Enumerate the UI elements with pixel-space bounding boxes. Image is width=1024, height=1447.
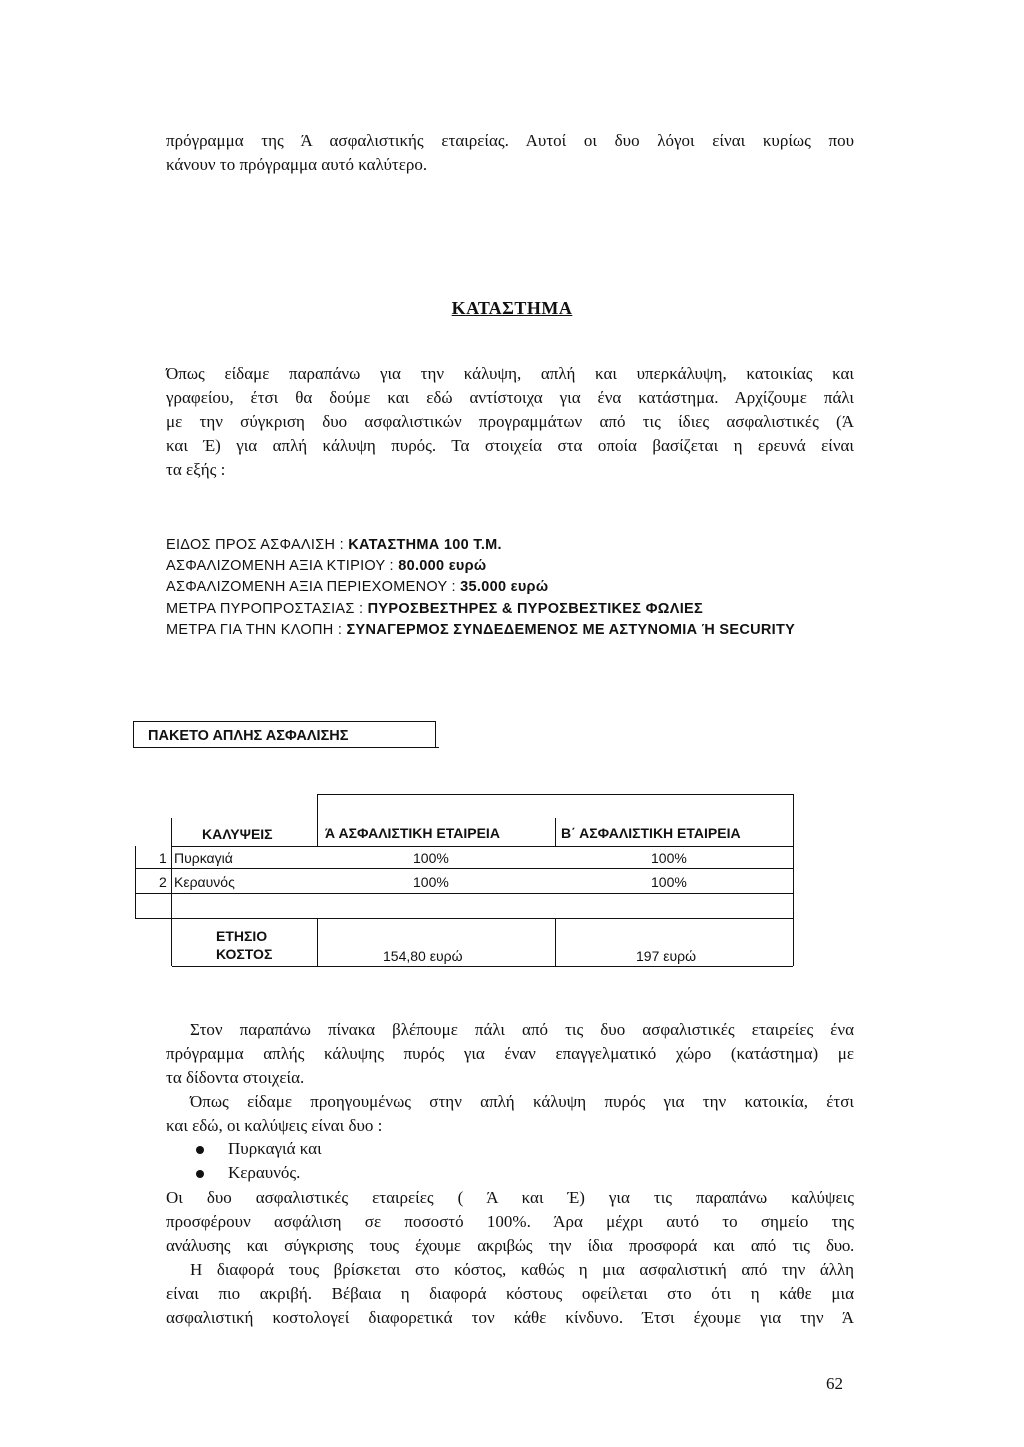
spec-value: 35.000 ευρώ: [460, 579, 549, 596]
bullet-icon: [196, 1146, 204, 1154]
page-number: 62: [826, 1374, 843, 1393]
table-row-number: 1: [159, 850, 167, 866]
spec-label: ΑΣΦΑΛΙΖΟΜΕΝΗ ΑΞΙΑ ΠΕΡΙΕΧΟΜΕΝΟΥ :: [166, 579, 461, 596]
paragraph-line: ασφαλιστική κοστολογεί διαφορετικά τον κάθε κίνδυνο. Έτσι έχουμε για την Ά: [166, 1308, 854, 1327]
table-rule: [135, 893, 793, 894]
table-rule: [555, 818, 556, 846]
paragraph-line: ανάλυσης και σύγκρισης τους έχουμε ακριβώς την ίδια προσφορά και από τις δυο.: [166, 1236, 854, 1255]
package-title: ΠΑΚΕΤΟ ΑΠΛΗΣ ΑΣΦΑΛΙΣΗΣ: [133, 721, 436, 748]
table-header-company-b: Β΄ ΑΣΦΑΛΙΣΤΙΚΗ ΕΤΑΙΡΕΙΑ: [561, 825, 741, 841]
bullet-icon: [196, 1170, 204, 1178]
table-row-number: 2: [159, 874, 167, 890]
spec-label: ΕΙΔΟΣ ΠΡΟΣ ΑΣΦΑΛΙΣΗ :: [166, 537, 349, 553]
table-cell-company-b: 100%: [651, 874, 687, 890]
paragraph-3: [166, 1186, 854, 1330]
table-cell-company-a: 100%: [413, 874, 449, 890]
paragraph-1: [166, 362, 854, 482]
table-rule: [172, 846, 793, 847]
spec-item: [166, 599, 886, 620]
paragraph-line: και εδώ, οι καλύψεις είναι δυο :: [166, 1116, 383, 1135]
table-rule: [172, 966, 793, 967]
spec-label: ΜΕΤΡΑ ΓΙΑ ΤΗΝ ΚΛΟΠΗ :: [166, 621, 347, 638]
paragraph-line: Οι δυο ασφαλιστικές εταιρείες ( Ά και Έ) για τις παραπάνω καλύψεις: [166, 1188, 854, 1207]
table-row-name: Κεραυνός: [174, 874, 235, 890]
spec-value: 80.000 ευρώ: [398, 558, 487, 575]
table-rule: [793, 794, 794, 966]
bullet-item: Κεραυνός.: [228, 1163, 301, 1182]
spec-label: ΑΣΦΑΛΙΖΟΜΕΝΗ ΑΞΙΑ ΚΤΙΡΙΟΥ :: [166, 558, 399, 575]
table-header-company-a: Ά ΑΣΦΑΛΙΣΤΙΚΗ ΕΤΑΙΡΕΙΑ: [325, 825, 500, 841]
paragraph-line: και Έ) για απλή κάλυψη πυρός. Τα στοιχεία στα οποία βασίζεται η ερευνά είναι: [166, 436, 854, 455]
paragraph-line: Όπως είδαμε παραπάνω για την κάλυψη, απλή και υπερκάλυψη, κατοικίας και: [166, 364, 854, 383]
cost-label: ΚΟΣΤΟΣ: [216, 946, 273, 962]
spec-label: ΜΕΤΡΑ ΠΥΡΟΠΡΟΣΤΑΣΙΑΣ :: [166, 600, 368, 617]
table-rule: [171, 818, 172, 966]
spec-item: [166, 535, 886, 556]
paragraph-line: τα εξής :: [166, 460, 226, 479]
paragraph-line: προσφέρουν ασφάλιση σε ποσοστό 100%. Άρα μέχρι αυτό το σημείο της: [166, 1212, 854, 1231]
spec-item: [166, 556, 886, 577]
cost-company-b: 197 ευρώ: [636, 948, 697, 964]
intro-paragraph: [166, 129, 854, 177]
paragraph-line: Η διαφορά τους βρίσκεται στο κόστος, καθώς η μια ασφαλιστική από την άλλη: [190, 1260, 854, 1279]
paragraph-2: [166, 1018, 854, 1138]
spec-value: ΣΥΝΑΓΕΡΜΟΣ ΣΥΝΔΕΔΕΜΕΝΟΣ ΜΕ ΑΣΤΥΝΟΜΙΑ Ή SECURITY: [346, 621, 796, 638]
spec-item: [166, 620, 886, 641]
table-rule: [317, 794, 793, 795]
spec-value: ΠΥΡΟΣΒΕΣΤΗΡΕΣ & ΠΥΡΟΣΒΕΣΤΙΚΕΣ ΦΩΛΙΕΣ: [367, 600, 703, 617]
table-rule: [135, 846, 136, 918]
cost-company-a: 154,80 ευρώ: [383, 948, 463, 964]
table-rule: [555, 918, 556, 966]
table-cell-company-b: 100%: [651, 850, 687, 866]
table-rule: [317, 794, 318, 846]
bullet-item: Πυρκαγιά και: [228, 1139, 322, 1158]
table-rule: [135, 868, 793, 869]
intro-line: κάνουν το πρόγραμμα αυτό καλύτερο.: [166, 155, 428, 174]
paragraph-line: Όπως είδαμε προηγουμένως στην απλή κάλυψη πυρός για την κατοικία, έτσι: [190, 1092, 854, 1111]
section-title: ΚΑΤΑΣΤΗΜΑ: [451, 298, 573, 318]
package-title-underline: [133, 747, 439, 748]
cost-label: ΕΤΗΣΙΟ: [216, 928, 268, 944]
paragraph-line: γραφείου, έτσι θα δούμε και εδώ αντίστοιχα για ένα κατάστημα. Αρχίζουμε πάλι: [166, 388, 854, 407]
spec-value: ΚΑΤΑΣΤΗΜΑ 100 Τ.Μ.: [348, 537, 502, 553]
spec-item: [166, 577, 886, 598]
paragraph-line: Στον παραπάνω πίνακα βλέπουμε πάλι από τις δυο ασφαλιστικές εταιρείες ένα: [190, 1020, 854, 1039]
paragraph-line: είναι πιο ακριβή. Βέβαια η διαφορά κόστους οφείλεται στο ότι η κάθε μια: [166, 1284, 854, 1303]
intro-line: πρόγραμμα της Ά ασφαλιστικής εταιρείας. Αυτοί οι δυο λόγοι είναι κυρίως που: [166, 131, 854, 150]
table-row-name: Πυρκαγιά: [174, 850, 233, 866]
table-rule: [135, 918, 171, 919]
table-rule: [172, 918, 793, 919]
table-header-coverage: ΚΑΛΥΨΕΙΣ: [202, 826, 273, 842]
paragraph-line: πρόγραμμα απλής κάλυψης πυρός για έναν επαγγελματικό χώρο (κατάστημα) με: [166, 1044, 854, 1063]
specs-list: [166, 535, 886, 641]
paragraph-line: τα δίδοντα στοιχεία.: [166, 1068, 305, 1087]
paragraph-line: με την σύγκριση δυο ασφαλιστικών προγραμμάτων από τις ίδιες ασφαλιστικές (Ά: [166, 412, 854, 431]
table-rule: [317, 918, 318, 966]
table-cell-company-a: 100%: [413, 850, 449, 866]
